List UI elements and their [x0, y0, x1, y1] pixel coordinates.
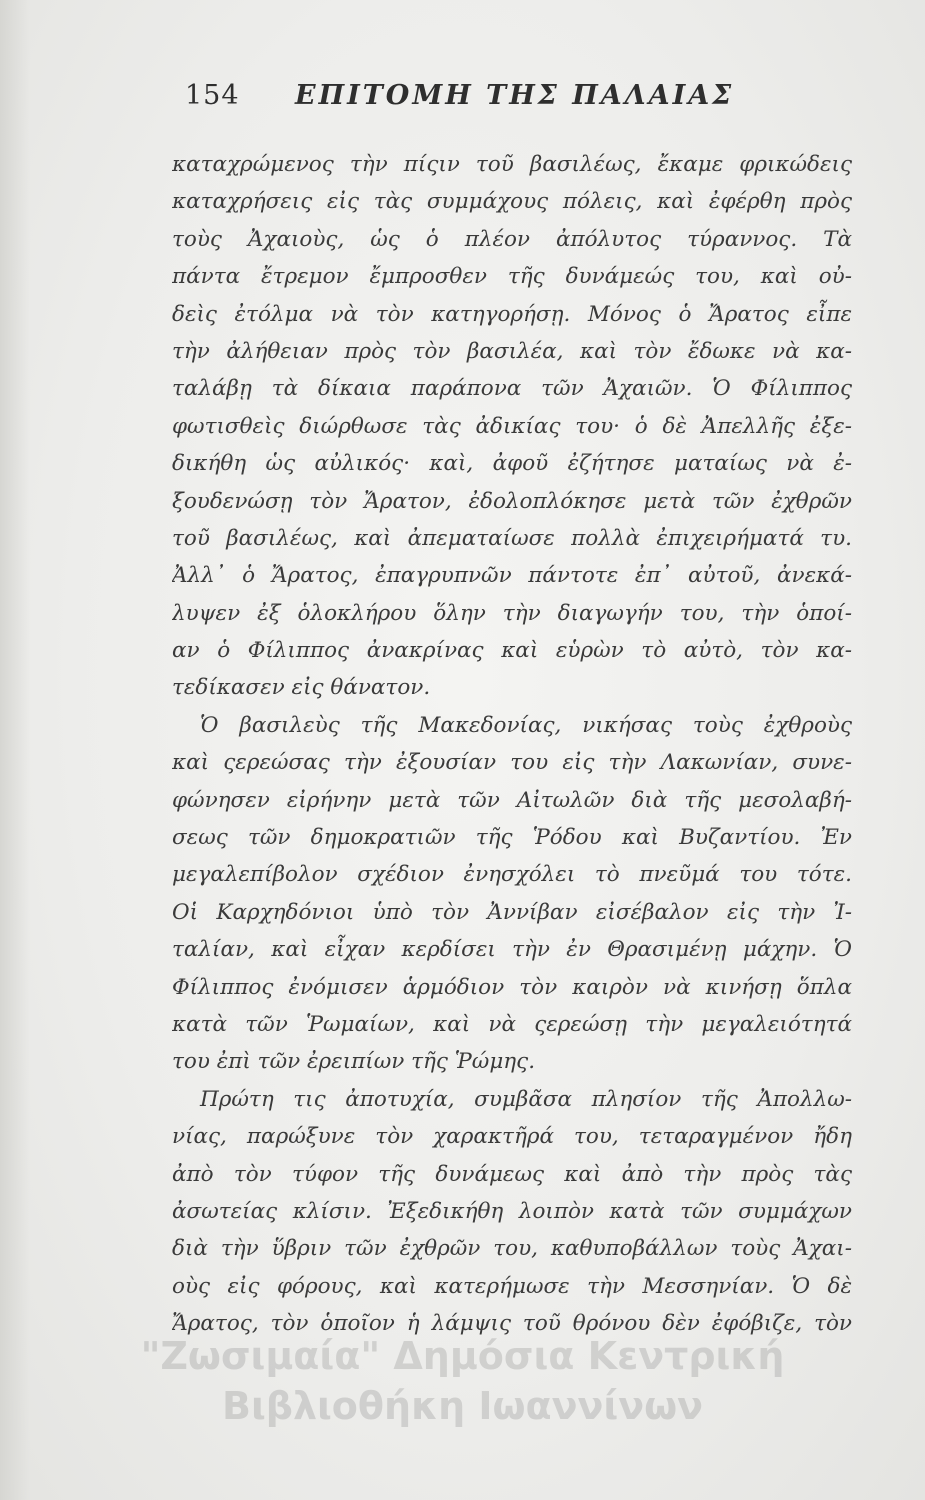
text-line: μεγαλεπίβολον σχέδιον ἐνησχόλει τὸ πνεῦμά του τότε. — [172, 862, 852, 888]
text-line: Οἱ Καρχηδόνιοι ὑπὸ τὸν Ἀννίβαν εἰσέβαλον εἰς τὴν Ἰ- — [172, 899, 852, 925]
text-line: Ὁ βασιλεὺς τῆς Μακεδονίας, νικήσας τοὺς ἐχθροὺς — [200, 712, 852, 738]
text-line: ταλάβῃ τὰ δίκαια παράπονα τῶν Ἀχαιῶν. Ὁ Φίλιππος — [172, 376, 852, 402]
text-line: ἀσωτείας κλίσιν. Ἐξεδικήθη λοιπὸν κατὰ τῶν συμμάχων — [172, 1198, 852, 1224]
text-line: καταχρήσεις εἰς τὰς συμμάχους πόλεις, καὶ ἐφέρθη πρὸς — [172, 189, 852, 215]
text-line: σεως τῶν δημοκρατιῶν τῆς Ῥόδου καὶ Βυζαντίου. Ἐν — [172, 825, 852, 851]
text-line: αν ὁ Φίλιππος ἀνακρίνας καὶ εὑρὼν τὸ αὐτὸ, τὸν κα- — [172, 638, 852, 664]
text-line: τεδίκασεν εἰς θάνατον. — [172, 675, 431, 701]
text-line: ταλίαν, καὶ εἶχαν κερδίσει τὴν ἐν Θρασιμένῃ μάχην. Ὁ — [172, 937, 852, 963]
text-line: καὶ ςερεώσας τὴν ἐξουσίαν του εἰς τὴν Λακωνίαν, συνε- — [172, 750, 852, 776]
text-line: Ἄρατος, τὸν ὁποῖον ἡ λάμψις τοῦ θρόνου δὲν ἐφόβιζε, τὸν — [172, 1311, 852, 1337]
text-line: του ἐπὶ τῶν ἐρειπίων τῆς Ῥώμης. — [172, 1049, 536, 1075]
text-line: τοὺς Ἀχαιοὺς, ὡς ὁ πλέον ἀπόλυτος τύραννος. Τὰ — [172, 226, 852, 252]
text-line: καταχρώμενος τὴν πίςιν τοῦ βασιλέως, ἔκαμε φρικώδεις — [172, 152, 852, 177]
body-text — [172, 146, 852, 1343]
text-line: πάντα ἔτρεμον ἔμπροσθεν τῆς δυνάμεώς του, καὶ οὐ- — [172, 264, 852, 290]
text-line: τοῦ βασιλέως, καὶ ἀπεματαίωσε πολλὰ ἐπιχειρήματά τυ. — [172, 525, 852, 551]
text-line: δικήθη ὡς αὐλικός· καὶ, ἀφοῦ ἐζήτησε ματαίως νὰ ἐ- — [172, 451, 852, 477]
text-line: κατὰ τῶν Ῥωμαίων, καὶ νὰ ςερεώσῃ τὴν μεγαλειότητά — [172, 1011, 852, 1037]
text-line: ξουδενώσῃ τὸν Ἄρατον, ἐδολοπλόκησε μετὰ τῶν ἐχθρῶν — [172, 488, 852, 514]
library-watermark-line-2: Βιβλιοθήκη Ιωαννίνων — [221, 1384, 703, 1428]
text-line: Πρώτη τις ἀποτυχία, συμβᾶσα πλησίον τῆς Ἀπολλω- — [200, 1086, 852, 1112]
text-line: τὴν ἀλήθειαν πρὸς τὸν βασιλέα, καὶ τὸν ἔδωκε νὰ κα- — [172, 338, 852, 364]
page-binding-shadow — [0, 0, 30, 1500]
running-title: ΕΠΙΤΟΜΗ ΤΗΣ ΠΑΛΑΙΑΣ — [295, 80, 735, 111]
text-line: φώνησεν εἰρήνην μετὰ τῶν Αἰτωλῶν διὰ τῆς μεσολαβή- — [172, 787, 852, 813]
text-line: Φίλιππος ἐνόμισεν ἁρμόδιον τὸν καιρὸν νὰ κινήσῃ ὅπλα — [172, 974, 852, 1000]
text-line: Ἀλλ᾽ ὁ Ἄρατος, ἐπαγρυπνῶν πάντοτε ἐπ᾽ αὐτοῦ, ἀνεκά- — [172, 563, 852, 589]
library-watermark-line-1: "Ζωσιμαία" Δημόσια Κεντρική — [140, 1334, 785, 1378]
text-line: φωτισθεὶς διώρθωσε τὰς ἀδικίας του· ὁ δὲ Ἀπελλῆς ἐξε- — [172, 413, 852, 439]
text-line: δεὶς ἐτόλμα νὰ τὸν κατηγορήσῃ. Μόνος ὁ Ἄρατος εἶπε — [172, 301, 852, 327]
text-line: οὺς εἰς φόρους, καὶ κατερήμωσε τὴν Μεσσηνίαν. Ὁ δὲ — [172, 1273, 852, 1299]
text-line: λυψεν ἐξ ὁλοκλήρου ὅλην τὴν διαγωγήν του, τὴν ὁποί- — [172, 600, 852, 626]
text-line: ἀπὸ τὸν τύφον τῆς δυνάμεως καὶ ἀπὸ τὴν πρὸς τὰς — [172, 1161, 852, 1187]
page-number: 154 — [185, 80, 240, 111]
text-line: διὰ τὴν ὕβριν τῶν ἐχθρῶν του, καθυποβάλλων τοὺς Ἀχαι- — [172, 1236, 852, 1262]
text-line: νίας, παρώξυνε τὸν χαρακτῆρά του, τεταραγμένον ἤδη — [172, 1124, 852, 1150]
